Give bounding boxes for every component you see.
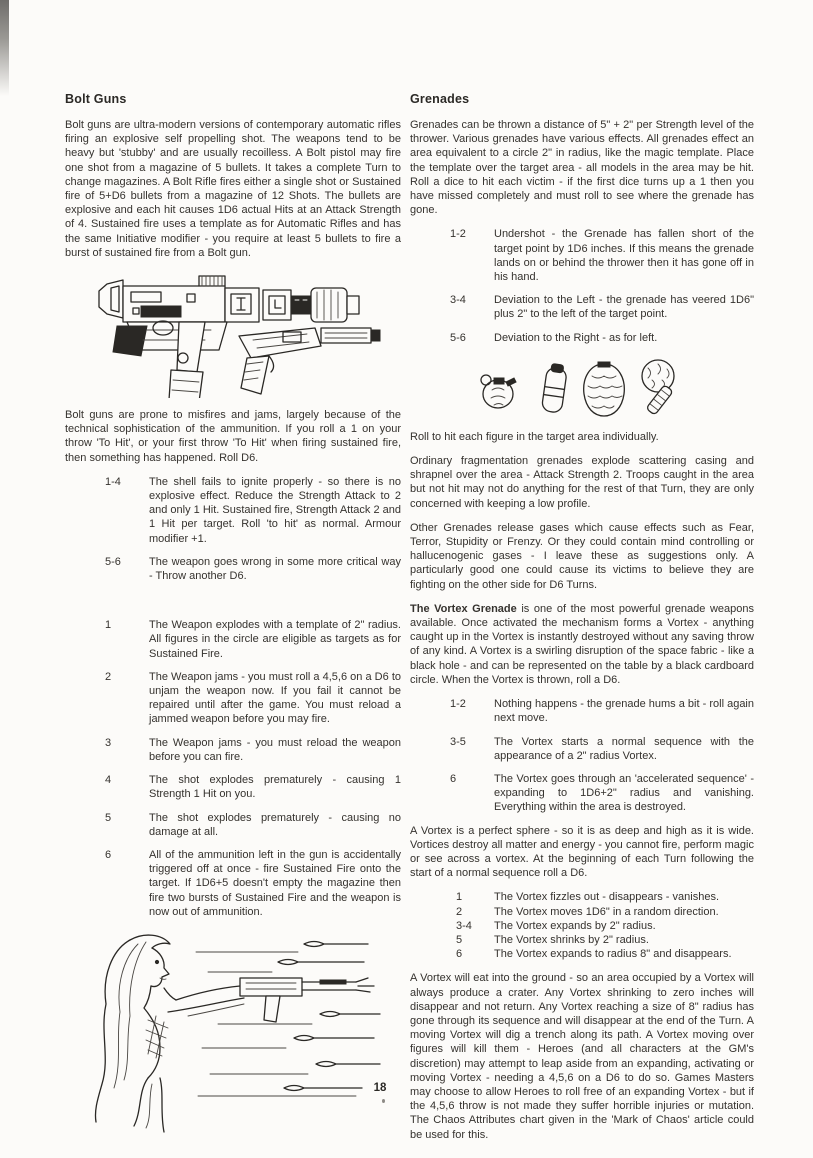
list-item-text: The Vortex expands by 2" radius. bbox=[494, 919, 656, 932]
misfire-paragraph: Bolt guns are prone to misfires and jams, largely because of the technical sophistication of the ammunition. If you roll a 1 on your throw 'To Hit', or your first throw 'To Hit' when firing sustained fire, then something has happened. Roll D6. bbox=[65, 409, 401, 464]
list-item-number: 5-6 bbox=[450, 331, 466, 344]
list-item bbox=[65, 773, 401, 801]
section-heading-grenades: Grenades bbox=[410, 92, 470, 106]
list-item bbox=[410, 331, 754, 345]
list-item-text: The Vortex goes through an 'accelerated sequence' - expanding to 1D6+2" radius and vanishing. Everything within the area is destroyed. bbox=[494, 772, 754, 814]
list-item-number: 3-4 bbox=[456, 919, 472, 932]
list-item-number: 2 bbox=[105, 670, 112, 683]
left-column bbox=[65, 92, 401, 1150]
roll-to-hit-paragraph: Roll to hit each figure in the target area individually. bbox=[410, 430, 659, 443]
vortex-ground-paragraph: A Vortex will eat into the ground - so an area occupied by a Vortex will always produce a crater. Any Vortex shrinking to zero inches will disappear and not return. Any Vortex reaching a size of 8" radius has gone through its sequence and will disappear at the end of the Turn. A moving Vortex will dig a trench along its path. A Vortex moving over figures will kill them - Heroes (and all characters at the GM's discretion) may attempt to leap aside from an expanding, activating or moving Vortex - needing a 4,5,6 on a D6 to do so. Games Masters may choose to allow Heroes to roll free of an expanding Vortex - but if the 4,5,6 throw is not made they suffer horrible injuries or mutation. The Chaos Attributes chart given in the 'Mark of Chaos' article could be used for this. bbox=[410, 972, 754, 1141]
list-item bbox=[410, 905, 754, 919]
list-item bbox=[410, 890, 754, 904]
list-item-text: The Weapon jams - you must reload the weapon before you can fire. bbox=[149, 736, 401, 763]
list-item-text: The Vortex fizzles out - disappears - vanishes. bbox=[494, 891, 719, 904]
list-item-text: Nothing happens - the grenade hums a bit - roll again next move. bbox=[494, 698, 754, 725]
vortex-grenade-lead: The Vortex Grenade bbox=[410, 602, 517, 615]
list-item-text: The shot explodes prematurely - causing 1 Strength 1 Hit on you. bbox=[149, 774, 401, 801]
fragmentation-paragraph: Ordinary fragmentation grenades explode scattering casing and shrapnel over the area - Attack Strength 2. Troops caught in the area but not hit may not do anything for the rest of that Turn, they are only concerned with keeping a low profile. bbox=[410, 455, 754, 510]
list-item-number: 5 bbox=[456, 933, 463, 946]
list-item bbox=[65, 811, 401, 839]
list-item-number: 3-4 bbox=[450, 294, 466, 307]
grenades-intro-paragraph: Grenades can be thrown a distance of 5" + 2" per Strength level of the thrower. Various grenades have various effects. All grenades effect an area equivalent to a circle 2" in radius, like the magic template. Place the template over the target area - all models in the area may be hit. Roll a dice to hit each victim - if the first dice turns up a 1 then you have missed completely and must roll to see where the grenade has gone. bbox=[410, 119, 754, 217]
section-heading-bolt-guns: Bolt Guns bbox=[65, 92, 127, 106]
bolt-guns-intro-paragraph: Bolt guns are ultra-modern versions of contemporary automatic rifles firing an explosive self propelling shot. The weapons tend to be heavy but 'stubby' and are usually recoilless. A Bolt pistol may fire one shot from a magazine of 5 bullets. It takes a complete Turn to change magazines. A Bolt Rifle fires either a single shot or Sustained fire of 5+D6 bullets from a magazine of 12 Shots. The bullets are explosive and each hit causes 1D6 actual Hits at an Attack Strength of 4. Sustained fire uses a template as for Automatic Rifles and has the same Initiative modifier - you require at least 5 bullets to fire a burst of sustained fire from a Bolt gun. bbox=[65, 119, 401, 259]
list-item-number: 3-5 bbox=[450, 735, 466, 748]
list-item-number: 6 bbox=[456, 948, 463, 961]
vortex-grenade-body: is one of the most powerful grenade weapons available. Once activated the mechanism forms a Vortex - anything caught up in the Vortex is instantly destroyed without any saving throw of any kind. A Vortex is a swirling disruption of the space fabric - like a black hole - and can be represented on the table by a black cardboard circle. When the Vortex is thrown, roll a D6. bbox=[410, 602, 755, 686]
list-item-text: Deviation to the Left - the grenade has veered 1D6" plus 2" to the left of the target point. bbox=[494, 294, 754, 321]
list-item-text: The Vortex moves 1D6" in a random direction. bbox=[494, 905, 719, 918]
list-item bbox=[65, 555, 401, 583]
list-item bbox=[65, 618, 401, 661]
vortex-sphere-paragraph: A Vortex is a perfect sphere - so it is as deep and high as it is wide. Vortices destroy all matter and energy - you cannot fire, perform magic or see across a vortex. At the beginning of each Turn following the start of a normal sequence roll a D6. bbox=[410, 824, 754, 880]
list-item-text: All of the ammunition left in the gun is accidentally triggered off at once - fire Sustained Fire onto the target. If 1D6+5 doesn't empty the magazine then fire two bursts of Sustained Fire and the weapon is now out of ammunition. bbox=[149, 848, 401, 918]
list-item-text: The shell fails to ignite properly - so there is no explosive effect. Reduce the Strength Attack to 2 and only 1 Hit. Sustained fire, Strength Attack 2 and 1 Hit per target. Roll 'to hit' as normal. Armour modifier +1. bbox=[149, 475, 401, 545]
list-item-text: The Weapon jams - you must roll a 4,5,6 on a D6 to unjam the weapon now. If you fail it cannot be repaired until after the game. You must reload a jammed weapon before you may fire. bbox=[149, 670, 401, 726]
list-item-text: Deviation to the Right - as for left. bbox=[494, 331, 658, 344]
list-item-number: 5 bbox=[105, 811, 112, 824]
scan-edge-artifact bbox=[0, 0, 9, 96]
list-item bbox=[410, 947, 754, 961]
list-item-number: 1-4 bbox=[105, 475, 121, 488]
list-item-number: 6 bbox=[450, 772, 457, 785]
grenades-illustration bbox=[462, 354, 702, 420]
bolt-gun-illustration bbox=[77, 270, 389, 398]
list-item-number: 1 bbox=[105, 619, 112, 632]
list-item-text: The Vortex starts a normal sequence with the appearance of a 2" radius Vortex. bbox=[494, 735, 754, 762]
list-item-text: The weapon goes wrong in some more critical way - Throw another D6. bbox=[149, 555, 401, 583]
list-item bbox=[410, 227, 754, 284]
list-item-text: Undershot - the Grenade has fallen short of the target point by 1D6 inches. If this means the grenade lands on or behind the thrower then it has gone off in his hand. bbox=[494, 228, 754, 284]
vortex-grenade-paragraph bbox=[410, 602, 754, 687]
firing-figure-illustration bbox=[68, 928, 398, 1140]
page-number: 18 bbox=[373, 1082, 387, 1094]
list-item bbox=[410, 697, 754, 725]
list-item-number: 3 bbox=[105, 736, 112, 749]
list-item-number: 1-2 bbox=[450, 228, 466, 241]
list-item bbox=[410, 772, 754, 815]
list-item bbox=[410, 293, 754, 321]
list-item bbox=[410, 919, 754, 933]
list-item bbox=[410, 735, 754, 763]
list-item-text: The Weapon explodes with a template of 2" radius. All figures in the circle are eligible as targets as for Sustained Fire. bbox=[149, 619, 401, 660]
list-item-number: 4 bbox=[105, 774, 112, 787]
list-item-number: 1 bbox=[456, 891, 463, 904]
list-item bbox=[65, 475, 401, 546]
list-item bbox=[65, 670, 401, 727]
gas-grenades-paragraph: Other Grenades release gases which cause effects such as Fear, Terror, Stupidity or Frenzy. Or they could contain mind controlling or hallucenogenic gases - I leave these as suggestions only. A particularly good one could cause its victims to believe they are fighting on the other side for D6 Turns. bbox=[410, 521, 754, 591]
column-gap bbox=[65, 592, 401, 618]
list-item-text: The Vortex expands to radius 8" and disappears. bbox=[494, 948, 732, 961]
list-item-text: The shot explodes prematurely - causing no damage at all. bbox=[149, 811, 401, 838]
list-item-number: 1-2 bbox=[450, 698, 466, 711]
right-column bbox=[410, 92, 754, 1152]
list-item bbox=[65, 736, 401, 764]
list-item bbox=[65, 848, 401, 919]
list-item-number: 5-6 bbox=[105, 555, 121, 568]
list-item bbox=[410, 933, 754, 947]
list-item-number: 2 bbox=[456, 905, 463, 918]
list-item-text: The Vortex shrinks by 2" radius. bbox=[494, 933, 649, 946]
list-item-number: 6 bbox=[105, 848, 112, 861]
